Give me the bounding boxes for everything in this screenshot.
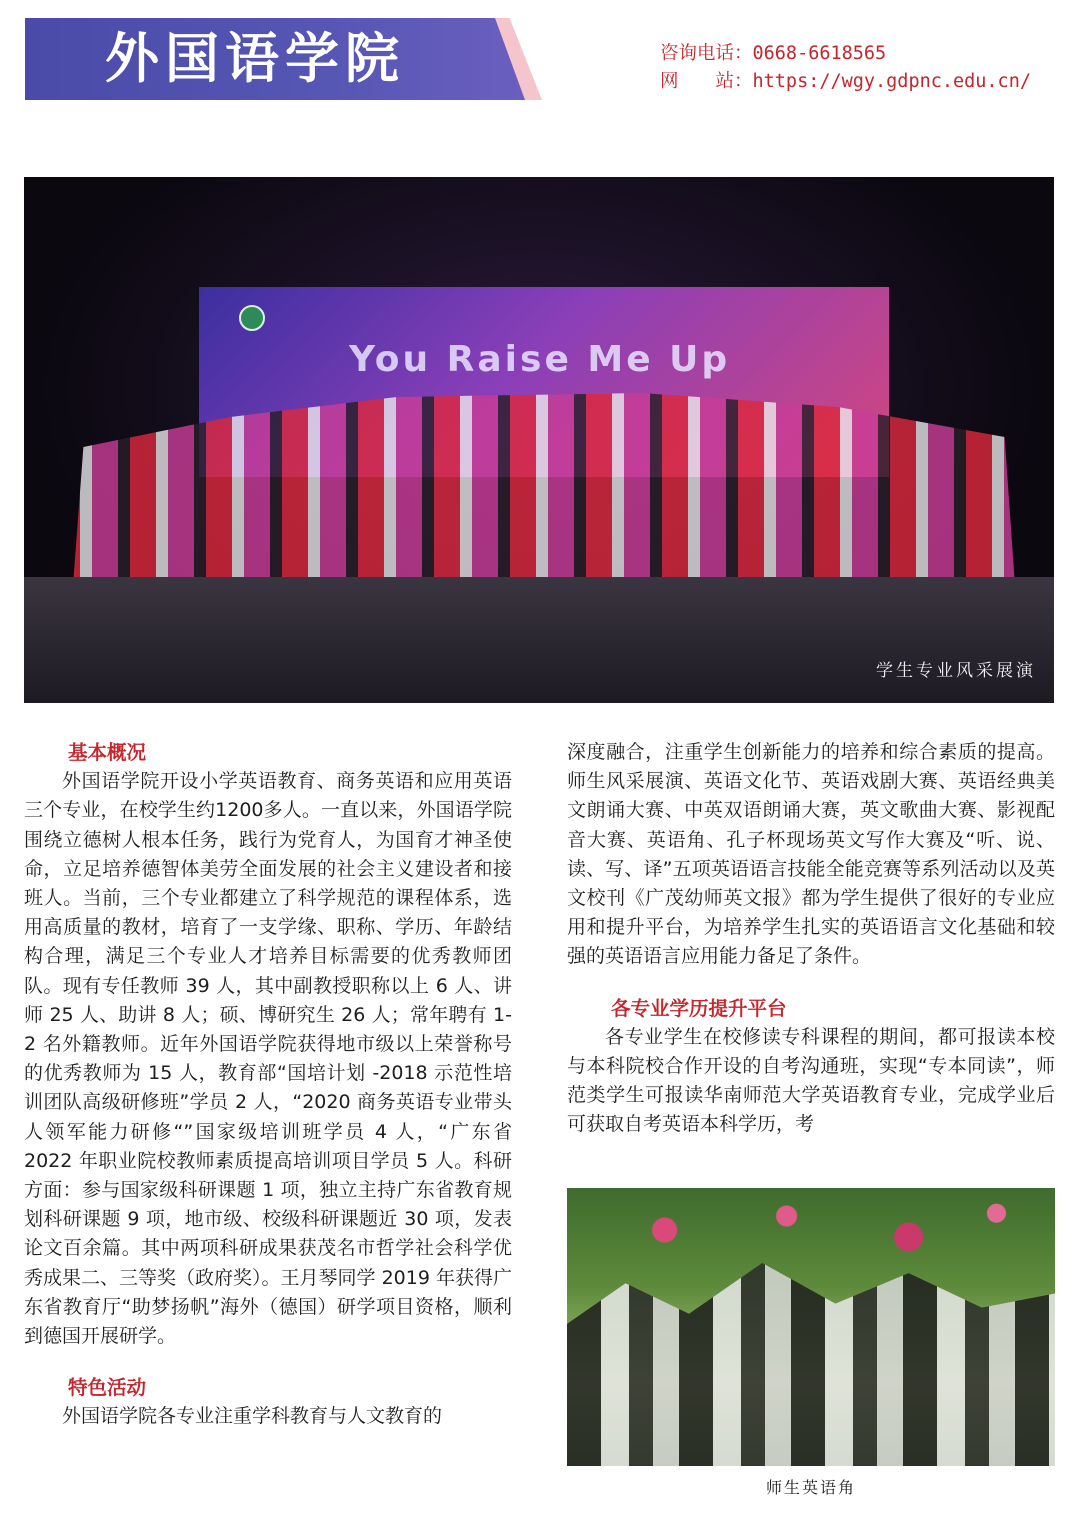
section-text-degree: 各专业学生在校修读专科课程的期间，都可报读本校与本科院校合作开设的自考沟通班，实现“专本同读”，师范类学生可报读华南师范大学英语教育专业，完成学业后可获取自考英语本科学历，考 [567, 1025, 1055, 1136]
left-column [24, 738, 512, 1432]
phone-number[interactable]: 0668-6618565 [752, 43, 887, 64]
website-label: 网 站： [660, 71, 753, 92]
phone-row [660, 40, 1031, 68]
contact-info [660, 40, 1031, 96]
website-row [660, 68, 1031, 96]
section-text-basic: 外国语学院开设小学英语教育、商务英语和应用英语三个专业，在校学生约1200多人。一直以来，外国语学院围绕立德树人根本任务，践行为党育人，为国育才神圣使命，立足培养德智体美劳全面发展的社会主义建设者和接班人。当前，三个专业都建立了科学规范的课程体系，选用高质量的教材，培育了一支学缘、职称、学历、年龄结构合理，满足三个专业人才培养目标需要的优秀教师团队。现有专任教师 39 人，其中副教授职称以上 6 人、讲师 25 人、助讲 8 人；硕、博研究生 26 人；常年聘有 1-2 名外籍教师。近年外国语学院获得地市级以上荣誉称号的优秀教师为 15 人，教育部“国培计划 -2018 示范性培训团队高级研修班”学员 2 人，“2020 商务英语专业带头人领军能力研修“”国家级培训班学员 4 人，“广东省 2022 年职业院校教师素质提高培训项目学员 5 人。科研方面：参与国家级科研课题 1 项，独立主持广东省教育规划科研课题 9 项，地市级、校级科研课题近 30 项，发表论文百余篇。其中两项科研成果获茂名市哲学社会科学优秀成果二、三等奖（政府奖）。王月琴同学 2019 年获得广东省教育厅“助梦扬帆”海外（德国）研学项目资格，顺利到德国开展研学。 [24, 770, 512, 1348]
phone-label: 咨询电话： [660, 43, 753, 64]
school-logo-icon [239, 305, 265, 331]
section-heading-activities: 特色活动 [68, 1376, 147, 1400]
stage-performance-photo [24, 177, 1054, 703]
page-title: 外国语学院 [105, 27, 405, 90]
section-text-activities-start: 外国语学院各专业注重学科教育与人文教育的 [62, 1405, 443, 1428]
section-text-activities-cont: 深度融合，注重学生创新能力的培养和综合素质的提高。师生风采展演、英语文化节、英语戏剧大赛、英语经典美文朗诵大赛、中英双语朗诵大赛，英文歌曲大赛、影视配音大赛、英语角、孔子杯现场英文写作大赛及“听、说、读、写、译”五项英语语言技能全能竞赛等系列活动以及英文校刊《广茂幼师英文报》都为学生提供了很好的专业应用和提升平台，为培养学生扎实的英语语言文化基础和较强的英语语言应用能力备足了条件。 [567, 741, 1055, 968]
section-heading-basic: 基本概况 [68, 741, 147, 764]
screen-text: You Raise Me Up [349, 339, 731, 380]
stage-floor [24, 577, 1054, 703]
english-corner-caption: 师生英语角 [765, 1478, 856, 1497]
website-link[interactable]: https://wgy.gdpnc.edu.cn/ [752, 71, 1031, 92]
english-corner-photo [567, 1188, 1055, 1466]
stage-photo-caption: 学生专业风采展演 [876, 661, 1036, 681]
section-heading-degree: 各专业学历提升平台 [611, 996, 787, 1020]
right-column [567, 738, 1055, 1140]
